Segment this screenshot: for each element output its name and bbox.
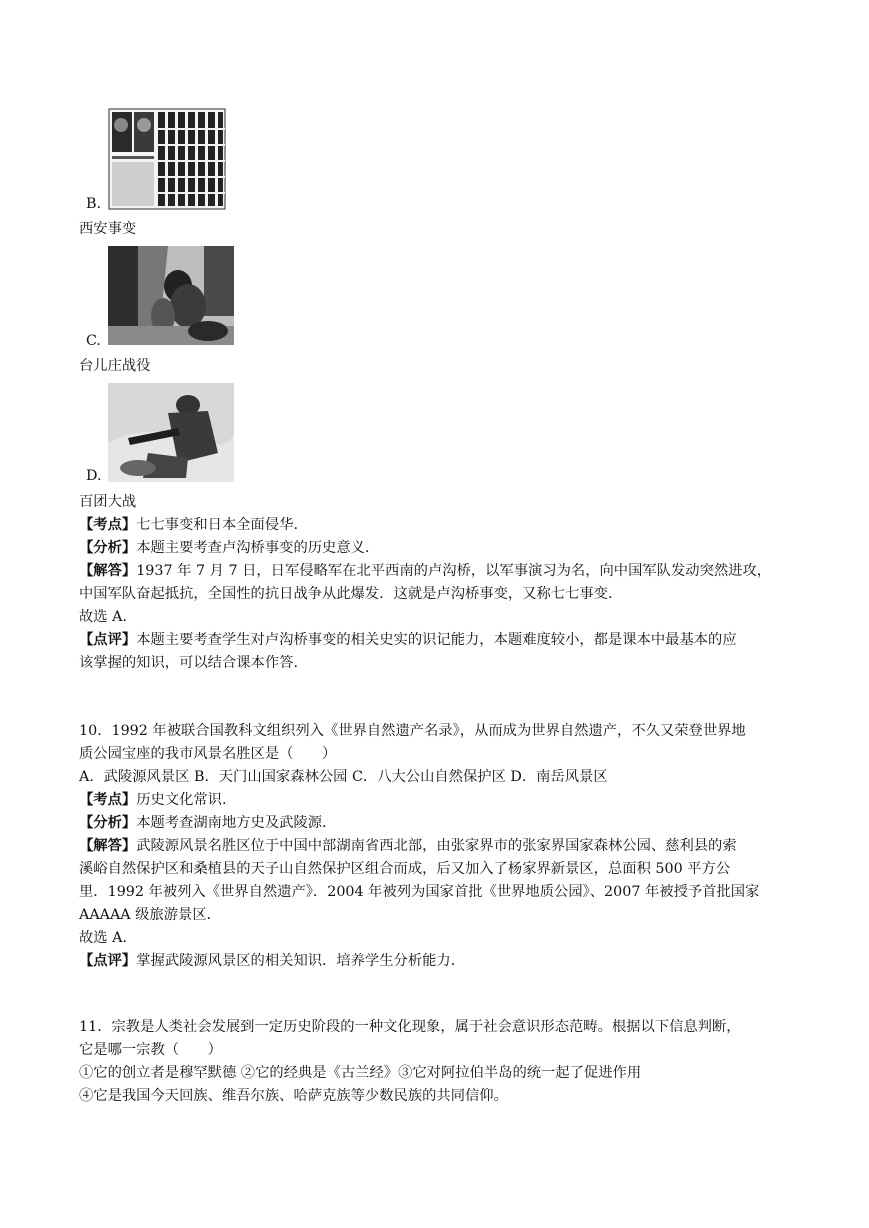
q10-jieda-tag: 【解答】 <box>79 838 137 854</box>
q10-options: A．武陵源风景区 B．天门山国家森林公园 C．八大公山自然保护区 D．南岳风景区 <box>79 769 608 785</box>
q10-dianping-tag: 【点评】 <box>79 953 137 969</box>
option-b-newspaper-image <box>108 108 226 210</box>
q9-kaodian <box>79 514 298 536</box>
q10-dianping <box>79 950 465 972</box>
q11-stem-line2: 它是哪一宗教（ ） <box>79 1042 222 1058</box>
q9-fenxi-tag: 【分析】 <box>79 540 137 556</box>
q10-jieda-line2: 溪峪自然保护区和桑植县的天子山自然保护区组合而成，后又加入了杨家界新景区，总面积 500 平方公 <box>79 861 731 877</box>
q9-dianping <box>79 629 737 651</box>
q9-kaodian-tag: 【考点】 <box>79 517 137 533</box>
q10-jieda-line4: AAAAA 级旅游景区． <box>79 907 221 923</box>
q10-fenxi-tag: 【分析】 <box>79 815 137 831</box>
option-c-caption: 台儿庄战役 <box>79 358 151 374</box>
q9-fenxi-text: 本题主要考查卢沟桥事变的历史意义. <box>136 540 370 556</box>
q10-stem-line2: 质公园宝座的我市风景名胜区是（ ） <box>79 746 337 762</box>
q10-jieda-line1: 武陵源风景名胜区位于中国中部湖南省西北部，由张家界市的张家界国家森林公园、慈利县的索 <box>136 838 737 854</box>
q9-jieda-line1: 1937 年 7 月 7 日，日军侵略军在北平西南的卢沟桥，以军事演习为名，向中国军队发动突然进攻， <box>136 563 772 579</box>
q10-dianping-text: 掌握武陵源风景区的相关知识．培养学生分析能力． <box>136 953 466 969</box>
option-d-soldier-photo <box>108 383 234 482</box>
q9-fenxi <box>79 537 369 559</box>
q9-dianping-line1: 本题主要考查学生对卢沟桥事变的相关史实的识记能力，本题难度较小，都是课本中最基本的应 <box>136 632 737 648</box>
q9-jieda-line2: 中国军队奋起抵抗，全国性的抗日战争从此爆发．这就是卢沟桥事变，又称七七事变． <box>79 586 623 602</box>
q9-dianping-tag: 【点评】 <box>79 632 137 648</box>
q9-dianping-line2: 该掌握的知识，可以结合课本作答． <box>79 655 308 671</box>
q10-kaodian <box>79 789 227 811</box>
option-b-caption: 西安事变 <box>79 221 137 237</box>
q10-fenxi-text: 本题考查湖南地方史及武陵源. <box>136 815 327 831</box>
q11-stem-line1: 11．宗教是人类社会发展到一定历史阶段的一种文化现象，属于社会意识形态范畴。根据以下信息判断， <box>79 1019 741 1035</box>
q9-jieda-tag: 【解答】 <box>79 563 137 579</box>
q10-kaodian-tag: 【考点】 <box>79 792 137 808</box>
q9-answer: 故选 A． <box>79 609 137 625</box>
q9-jieda <box>79 560 771 582</box>
option-c-letter: C. <box>86 333 101 349</box>
q10-fenxi <box>79 812 327 834</box>
q11-info-line2: ④它是我国今天回族、维吾尔族、哈萨克族等少数民族的共同信仰。 <box>79 1088 508 1104</box>
q10-kaodian-text: 历史文化常识. <box>136 792 227 808</box>
q11-info-line1: ①它的创立者是穆罕默德 ②它的经典是《古兰经》③它对阿拉伯半岛的统一起了促进作用 <box>79 1065 642 1081</box>
option-b-letter: B. <box>86 196 102 212</box>
q10-stem-line1: 10．1992 年被联合国教科文组织列入《世界自然遗产名录》，从而成为世界自然遗产，不久又荣登世界地 <box>79 723 746 739</box>
q9-kaodian-text: 七七事变和日本全面侵华. <box>136 517 298 533</box>
option-d-caption: 百团大战 <box>79 494 137 510</box>
q10-jieda <box>79 835 737 857</box>
option-c-battle-photo <box>108 246 234 345</box>
q10-answer: 故选 A． <box>79 930 137 946</box>
option-d-letter: D. <box>86 468 102 484</box>
q10-jieda-line3: 里．1992 年被列入《世界自然遗产》．2004 年被列为国家首批《世界地质公园》、2007 年被授予首批国家 <box>79 884 760 900</box>
